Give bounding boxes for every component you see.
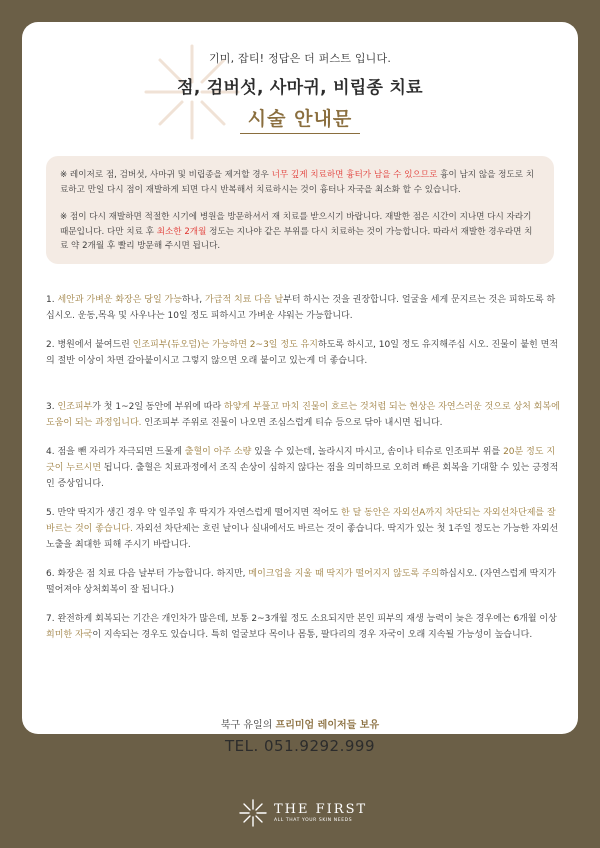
- instruction-highlight: 세안과 가벼운 화장은 당일 가능: [57, 295, 182, 305]
- tagline: 기미, 잡티! 정답은 더 퍼스트 입니다.: [208, 52, 392, 65]
- instruction-text: 이 지속되는 경우도 있습니다. 특히 얼굴보다 목이나 몸통, 팔다리의 경우 자국이 오래 지속될 가능성이 높습니다.: [92, 630, 533, 640]
- instruction-text: 6. 화장은 점 치료 다음 날부터 가능합니다. 하지만,: [46, 569, 249, 579]
- instruction-highlight: 인조피부: [57, 402, 93, 412]
- phone-number: TEL. 051.9292.999: [224, 737, 375, 755]
- instruction-item-2: [46, 337, 560, 369]
- instruction-item-4: [46, 444, 560, 492]
- instruction-highlight: 하얗게 부풀고 마치 진물이 흐르는 것처럼 되는 현상은 자연스러운 것으로 상처 회복에 도움이 되는 과정입니다.: [46, 402, 560, 428]
- brand-logo: [238, 798, 367, 828]
- footer-tagline-prefix: 북구 유일의: [220, 720, 276, 731]
- instruction-text: 하나,: [181, 295, 206, 305]
- notice-paragraph-2: [60, 210, 540, 254]
- instruction-text: 있을 수 있는데, 놀라시지 마시고, 솜이나 티슈로 인조피부 위를: [251, 447, 504, 457]
- notice-highlight: 최소한 2개월: [156, 226, 207, 237]
- notice-sheet: [22, 22, 578, 734]
- instruction-highlight: 20분 정도 지긋이 누르시면: [46, 447, 556, 473]
- brand-logo-icon: [238, 798, 268, 828]
- notice-text: 흉이 남지 않을 정도로 치료하고 만일 다시 점이 재발하게 되면 다시 반복해서 치료하시는 것이 흉터나 자국을 최소화 할 수 있습니다.: [60, 170, 535, 195]
- instruction-text: 인조피부 주위로 진물이 나오면 조심스럽게 티슈 등으로 닦아 내시면 됩니다.: [141, 418, 443, 428]
- warning-notice-box: [46, 156, 554, 264]
- footer: [0, 716, 600, 755]
- instruction-highlight: 가급적 치료 다음 날: [205, 295, 284, 305]
- instruction-highlight: 출혈이 아주 소량: [184, 447, 252, 457]
- instruction-highlight: 메이크업을 지울 때 딱지가 떨어지지 않도록 주의: [248, 569, 440, 579]
- instruction-text: 7. 완전하게 회복되는 기간은 개인차가 많은데, 보통 2~3개월 정도 소요되지만 본인 피부의 재생 능력이 늦은 경우에는 6개월 이상: [46, 614, 557, 624]
- instruction-item-5: [46, 505, 560, 553]
- footer-tagline: [0, 716, 600, 731]
- notice-text: ※ 레이저로 점, 검버섯, 사마귀 및 비립종을 제거할 경우: [60, 170, 272, 180]
- brand-slogan: ALL THAT YOUR SKIN NEEDS: [274, 817, 353, 823]
- instruction-text: 가 첫 1~2일 동안에 부위에 따라: [92, 402, 225, 412]
- instruction-list: [46, 292, 560, 643]
- instruction-item-1: [46, 292, 560, 324]
- instruction-highlight: 한 달 동안은 자외선A까지 차단되는 자외선차단제를 잘 바르는 것이 좋습니다.: [46, 508, 556, 534]
- instruction-highlight: 인조피부(듀오덤)는 가능하면 2~3일 정도 유지: [132, 340, 318, 350]
- instruction-text: 5. 만약 딱지가 생긴 경우 약 일주일 후 딱지가 자연스럽게 떨어지면 적어도: [46, 508, 342, 518]
- instruction-text: 자외선 차단제는 흐린 날이나 실내에서도 바르는 것이 좋습니다. 딱지가 있는 첫 1주일 정도는 가능한 자외선 노출을 최대한 피해 주시기 바랍니다.: [46, 524, 559, 550]
- instruction-item-6: [46, 566, 560, 598]
- instruction-text: 부터 하시는 것을 권장합니다. 얼굴을 세게 문지르는 것은 피하도록 하십시오. 운동,목욕 및 사우나는 10일 정도 피하시고 가벼운 샤워는 가능합니다.: [46, 295, 556, 321]
- brand-name: THE FIRST: [274, 801, 368, 817]
- instruction-item-7: [46, 611, 560, 643]
- instruction-text: 3.: [46, 402, 58, 412]
- instruction-text: 됩니다. 출혈은 치료과정에서 조직 손상이 심하지 않다는 점을 의미하므로 오히려 빠른 회복을 기대할 수 있는 긍정적인 증상입니다.: [46, 463, 559, 489]
- page-subtitle: 시술 안내문: [240, 104, 360, 134]
- instruction-text: 4. 점을 뺀 자리가 자극되면 드물게: [46, 447, 185, 457]
- notice-text: 정도는 지나야 같은 부위를 다시 치료하는 것이 가능합니다. 따라서 재발한 경우라면 치료 약 2개월 후 빨리 방문해 주시면 됩니다.: [60, 226, 533, 251]
- instruction-highlight: 희미한 자국: [46, 630, 93, 640]
- instruction-text: 하도록 하시고, 10일 정도 유지해주십 시오. 진물이 붙힌 면적의 절반 이상이 차면 갈아붙이시고 그렇지 않으면 오래 붙이고 있는게 더 좋습니다.: [46, 340, 559, 366]
- notice-highlight: 너무 깊게 치료하면 흉터가 남을 수 있으므로: [271, 170, 438, 180]
- page-title: 점, 검버섯, 사마귀, 비립종 치료: [177, 78, 423, 98]
- header: [22, 50, 578, 134]
- instruction-text: 하십시오. (자연스럽게 딱지가 떨어져야 상처회복이 잘 됩니다.): [46, 569, 556, 595]
- instruction-text: 2. 병원에서 붙여드린: [46, 340, 133, 350]
- notice-text: ※ 점이 다시 재발하면 적절한 시기에 병원을 방문하셔서 재 치료를 받으시기 바랍니다. 재발한 점은 시간이 지나면 다시 자라기 때문입니다. 다만 치료 후: [60, 212, 532, 237]
- notice-paragraph-1: [60, 168, 540, 197]
- instruction-item-3: [46, 399, 560, 431]
- instruction-text: 1.: [46, 295, 58, 305]
- footer-tagline-bold: 프리미엄 레이저들 보유: [275, 720, 380, 731]
